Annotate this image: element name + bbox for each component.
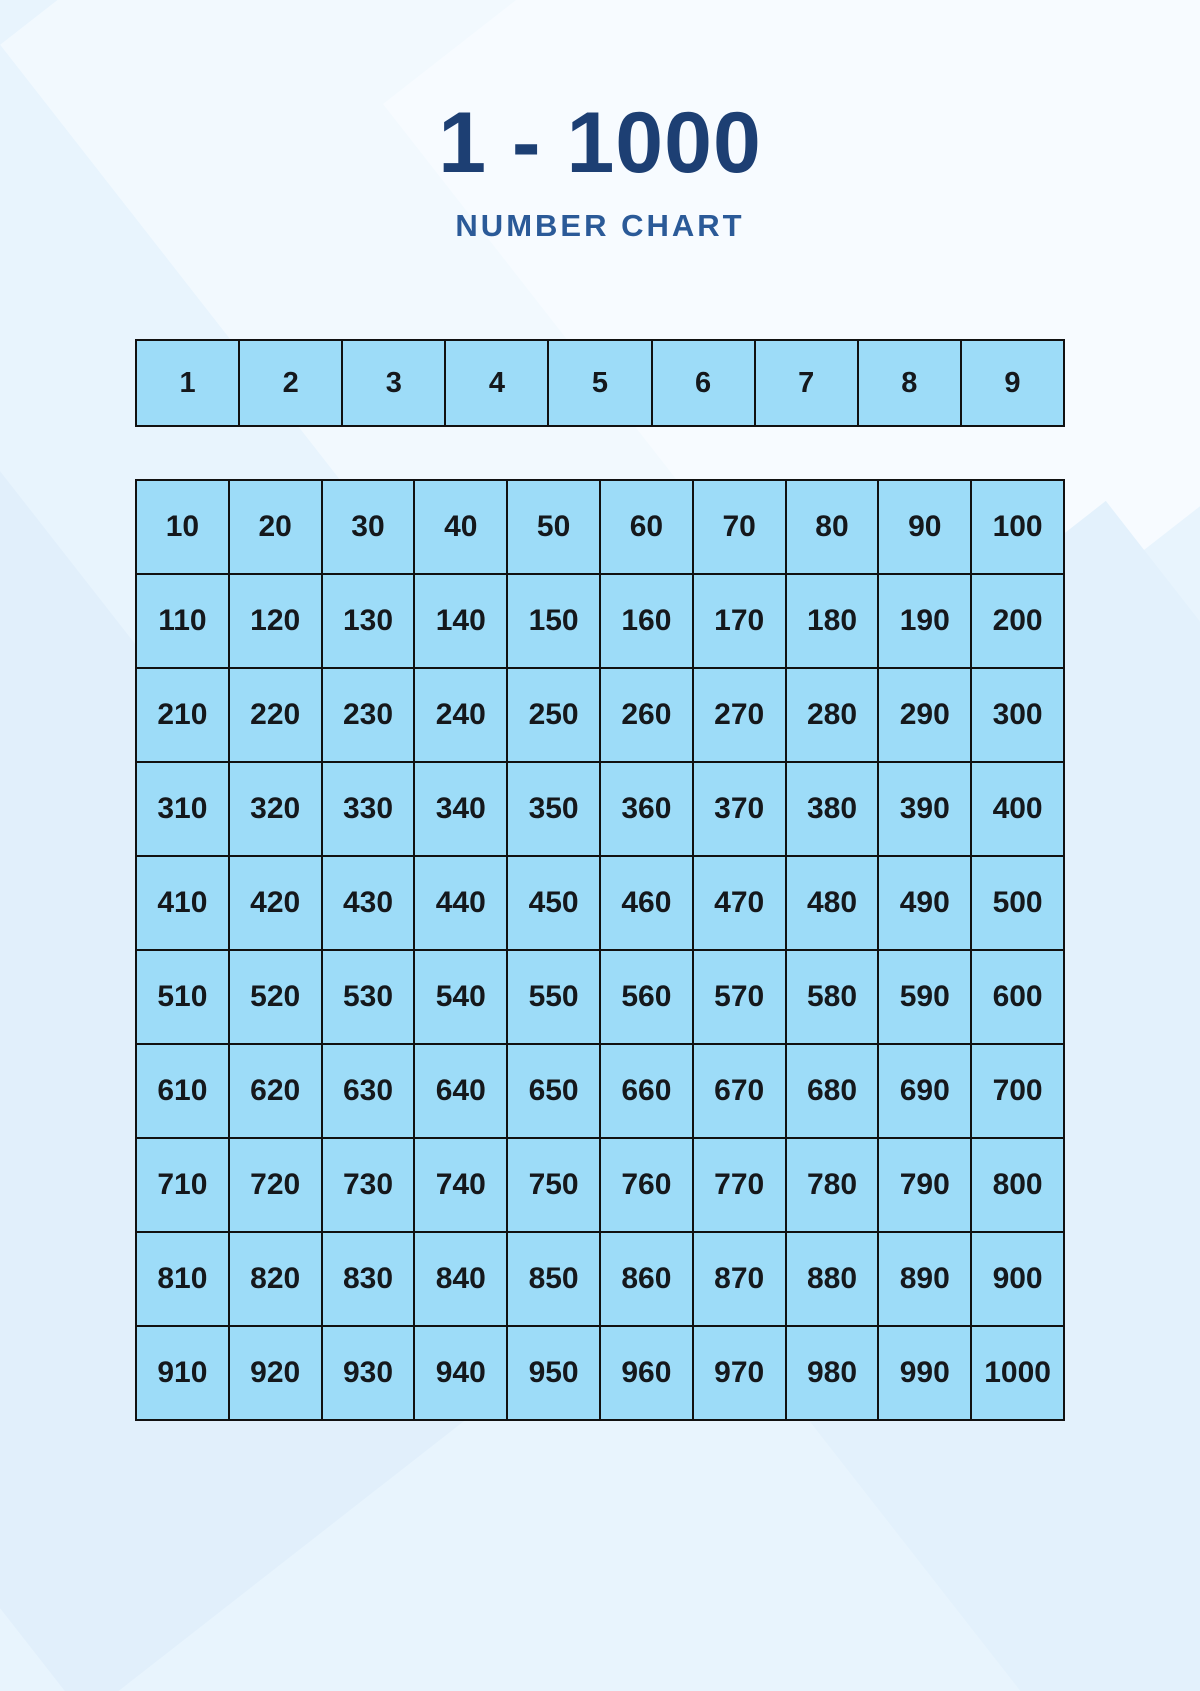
page-subtitle: NUMBER CHART xyxy=(455,208,745,243)
number-cell: 620 xyxy=(230,1045,321,1137)
number-cell: 890 xyxy=(879,1233,970,1325)
number-cell: 970 xyxy=(694,1327,785,1419)
number-cell: 110 xyxy=(137,575,228,667)
number-cell: 420 xyxy=(230,857,321,949)
chart-container xyxy=(135,339,1065,1421)
unit-cell: 3 xyxy=(343,341,444,425)
number-cell: 540 xyxy=(415,951,506,1043)
unit-cell: 1 xyxy=(137,341,238,425)
unit-cell: 5 xyxy=(549,341,650,425)
number-cell: 690 xyxy=(879,1045,970,1137)
number-cell: 960 xyxy=(601,1327,692,1419)
tens-grid xyxy=(135,479,1065,1421)
number-cell: 650 xyxy=(508,1045,599,1137)
number-cell: 840 xyxy=(415,1233,506,1325)
number-cell: 460 xyxy=(601,857,692,949)
number-cell: 640 xyxy=(415,1045,506,1137)
number-cell: 990 xyxy=(879,1327,970,1419)
number-cell: 450 xyxy=(508,857,599,949)
number-cell: 410 xyxy=(137,857,228,949)
unit-cell: 9 xyxy=(962,341,1063,425)
number-cell: 320 xyxy=(230,763,321,855)
number-cell: 600 xyxy=(972,951,1063,1043)
number-cell: 170 xyxy=(694,575,785,667)
number-cell: 310 xyxy=(137,763,228,855)
number-cell: 440 xyxy=(415,857,506,949)
number-cell: 710 xyxy=(137,1139,228,1231)
number-cell: 590 xyxy=(879,951,970,1043)
number-cell: 370 xyxy=(694,763,785,855)
number-cell: 950 xyxy=(508,1327,599,1419)
number-cell: 1000 xyxy=(972,1327,1063,1419)
number-cell: 720 xyxy=(230,1139,321,1231)
number-cell: 180 xyxy=(787,575,878,667)
number-cell: 920 xyxy=(230,1327,321,1419)
unit-cell: 8 xyxy=(859,341,960,425)
number-cell: 680 xyxy=(787,1045,878,1137)
number-cell: 940 xyxy=(415,1327,506,1419)
number-cell: 60 xyxy=(601,481,692,573)
number-cell: 790 xyxy=(879,1139,970,1231)
unit-cell: 7 xyxy=(756,341,857,425)
number-cell: 550 xyxy=(508,951,599,1043)
number-cell: 280 xyxy=(787,669,878,761)
number-cell: 350 xyxy=(508,763,599,855)
number-cell: 260 xyxy=(601,669,692,761)
unit-cell: 6 xyxy=(653,341,754,425)
number-cell: 270 xyxy=(694,669,785,761)
number-cell: 910 xyxy=(137,1327,228,1419)
number-cell: 10 xyxy=(137,481,228,573)
number-cell: 630 xyxy=(323,1045,414,1137)
number-cell: 70 xyxy=(694,481,785,573)
number-cell: 580 xyxy=(787,951,878,1043)
number-cell: 290 xyxy=(879,669,970,761)
number-cell: 330 xyxy=(323,763,414,855)
number-cell: 200 xyxy=(972,575,1063,667)
number-cell: 90 xyxy=(879,481,970,573)
number-cell: 30 xyxy=(323,481,414,573)
number-cell: 730 xyxy=(323,1139,414,1231)
number-cell: 100 xyxy=(972,481,1063,573)
number-cell: 500 xyxy=(972,857,1063,949)
number-cell: 760 xyxy=(601,1139,692,1231)
number-cell: 660 xyxy=(601,1045,692,1137)
number-cell: 220 xyxy=(230,669,321,761)
number-cell: 390 xyxy=(879,763,970,855)
number-cell: 750 xyxy=(508,1139,599,1231)
number-cell: 120 xyxy=(230,575,321,667)
number-cell: 50 xyxy=(508,481,599,573)
number-cell: 40 xyxy=(415,481,506,573)
units-row xyxy=(135,339,1065,427)
number-cell: 880 xyxy=(787,1233,878,1325)
number-cell: 900 xyxy=(972,1233,1063,1325)
number-cell: 340 xyxy=(415,763,506,855)
number-cell: 860 xyxy=(601,1233,692,1325)
number-cell: 530 xyxy=(323,951,414,1043)
number-cell: 430 xyxy=(323,857,414,949)
number-cell: 150 xyxy=(508,575,599,667)
number-cell: 400 xyxy=(972,763,1063,855)
number-cell: 250 xyxy=(508,669,599,761)
number-cell: 160 xyxy=(601,575,692,667)
number-cell: 980 xyxy=(787,1327,878,1419)
number-cell: 820 xyxy=(230,1233,321,1325)
number-cell: 780 xyxy=(787,1139,878,1231)
number-cell: 570 xyxy=(694,951,785,1043)
number-cell: 520 xyxy=(230,951,321,1043)
header xyxy=(0,0,1200,244)
number-cell: 130 xyxy=(323,575,414,667)
number-cell: 800 xyxy=(972,1139,1063,1231)
unit-cell: 4 xyxy=(446,341,547,425)
number-cell: 190 xyxy=(879,575,970,667)
number-cell: 830 xyxy=(323,1233,414,1325)
page-title: 1 - 1000 xyxy=(438,95,762,191)
number-cell: 810 xyxy=(137,1233,228,1325)
number-cell: 80 xyxy=(787,481,878,573)
number-cell: 490 xyxy=(879,857,970,949)
number-cell: 770 xyxy=(694,1139,785,1231)
number-cell: 470 xyxy=(694,857,785,949)
number-cell: 560 xyxy=(601,951,692,1043)
number-cell: 870 xyxy=(694,1233,785,1325)
number-cell: 210 xyxy=(137,669,228,761)
number-cell: 360 xyxy=(601,763,692,855)
unit-cell: 2 xyxy=(240,341,341,425)
number-cell: 510 xyxy=(137,951,228,1043)
number-cell: 480 xyxy=(787,857,878,949)
number-cell: 240 xyxy=(415,669,506,761)
number-cell: 20 xyxy=(230,481,321,573)
number-cell: 670 xyxy=(694,1045,785,1137)
number-cell: 300 xyxy=(972,669,1063,761)
number-cell: 610 xyxy=(137,1045,228,1137)
number-cell: 140 xyxy=(415,575,506,667)
number-cell: 930 xyxy=(323,1327,414,1419)
number-cell: 380 xyxy=(787,763,878,855)
number-cell: 230 xyxy=(323,669,414,761)
number-cell: 850 xyxy=(508,1233,599,1325)
number-cell: 740 xyxy=(415,1139,506,1231)
number-cell: 700 xyxy=(972,1045,1063,1137)
